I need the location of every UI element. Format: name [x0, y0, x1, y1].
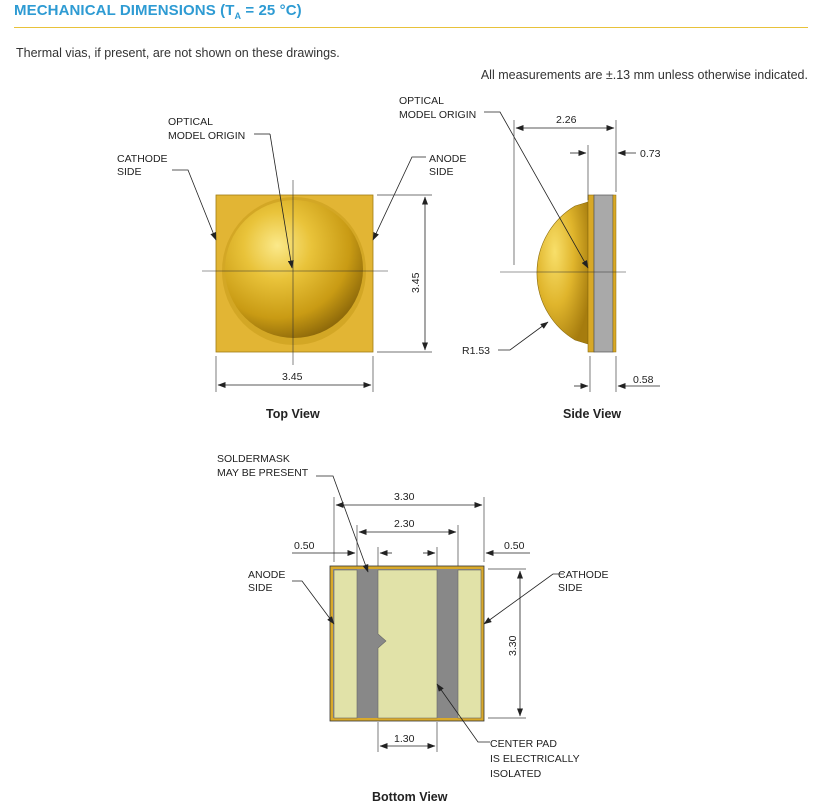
side-back-layer [613, 195, 616, 352]
side-radius-dim: R1.53 [462, 345, 491, 357]
bottom-height-dim: 3.30 [507, 635, 519, 656]
side-dome-dim: 0.73 [640, 148, 661, 160]
side-view-title: Side View [563, 407, 622, 421]
top-anode-leader [373, 157, 426, 240]
bottom-rightpad-dim: 0.50 [504, 540, 525, 552]
top-optical-origin-label-2: MODEL ORIGIN [168, 130, 246, 142]
bottom-anode-label-2: SIDE [248, 582, 273, 594]
bottom-cathode-label-1: CATHODE [558, 569, 609, 581]
bottom-outer-dim: 3.30 [394, 491, 415, 503]
top-cathode-label-2: SIDE [117, 166, 142, 178]
bottom-soldermask-label-1: SOLDERMASK [217, 453, 290, 465]
bottom-anode-leader [292, 581, 334, 624]
side-view [399, 95, 661, 421]
bottom-anode-label-1: ANODE [248, 569, 286, 581]
side-optical-origin-label-2: MODEL ORIGIN [399, 109, 477, 121]
side-gold-layer [588, 195, 594, 352]
top-anode-label-2: SIDE [429, 166, 454, 178]
bottom-cathode-pad [458, 570, 481, 718]
top-cathode-leader [172, 170, 216, 240]
top-view [117, 116, 466, 421]
top-anode-label-1: ANODE [429, 153, 467, 165]
bottom-soldermask-label-2: MAY BE PRESENT [217, 467, 309, 479]
bottom-view [217, 453, 609, 804]
top-height-dim: 3.45 [410, 272, 422, 293]
bottom-center-pad-label-1: CENTER PAD [490, 738, 557, 750]
side-substrate [594, 195, 613, 352]
bottom-cathode-label-2: SIDE [558, 582, 583, 594]
top-cathode-label-1: CATHODE [117, 153, 168, 165]
top-optical-origin-label-1: OPTICAL [168, 116, 213, 128]
side-optical-origin-label-1: OPTICAL [399, 95, 444, 107]
side-base-dim: 0.58 [633, 374, 654, 386]
bottom-center-pad-label-3: ISOLATED [490, 768, 542, 780]
side-radius-leader [498, 322, 548, 350]
top-width-dim: 3.45 [282, 371, 303, 383]
heading-subscript: A [234, 11, 242, 21]
bottom-center-pad-label-2: IS ELECTRICALLY [490, 753, 580, 765]
heading-tail: = 25 °C) [241, 2, 302, 19]
top-view-title: Top View [266, 407, 320, 421]
bottom-view-title: Bottom View [372, 790, 448, 804]
bottom-inner-dim: 2.30 [394, 518, 415, 530]
bottom-center-dim: 1.30 [394, 733, 415, 745]
thermal-vias-note: Thermal vias, if present, are not shown on these drawings. [16, 46, 340, 60]
tolerance-note: All measurements are ±.13 mm unless otherwise indicated. [480, 68, 808, 82]
side-total-dim: 2.26 [556, 114, 577, 126]
bottom-cathode-leader [484, 574, 564, 624]
bottom-center-pad [378, 570, 437, 718]
bottom-soldermask-leader [316, 476, 368, 572]
heading-text: MECHANICAL DIMENSIONS (T [14, 2, 235, 19]
bottom-anode-pad [334, 570, 357, 718]
top-dome [225, 200, 363, 338]
bottom-leftpad-dim: 0.50 [294, 540, 315, 552]
